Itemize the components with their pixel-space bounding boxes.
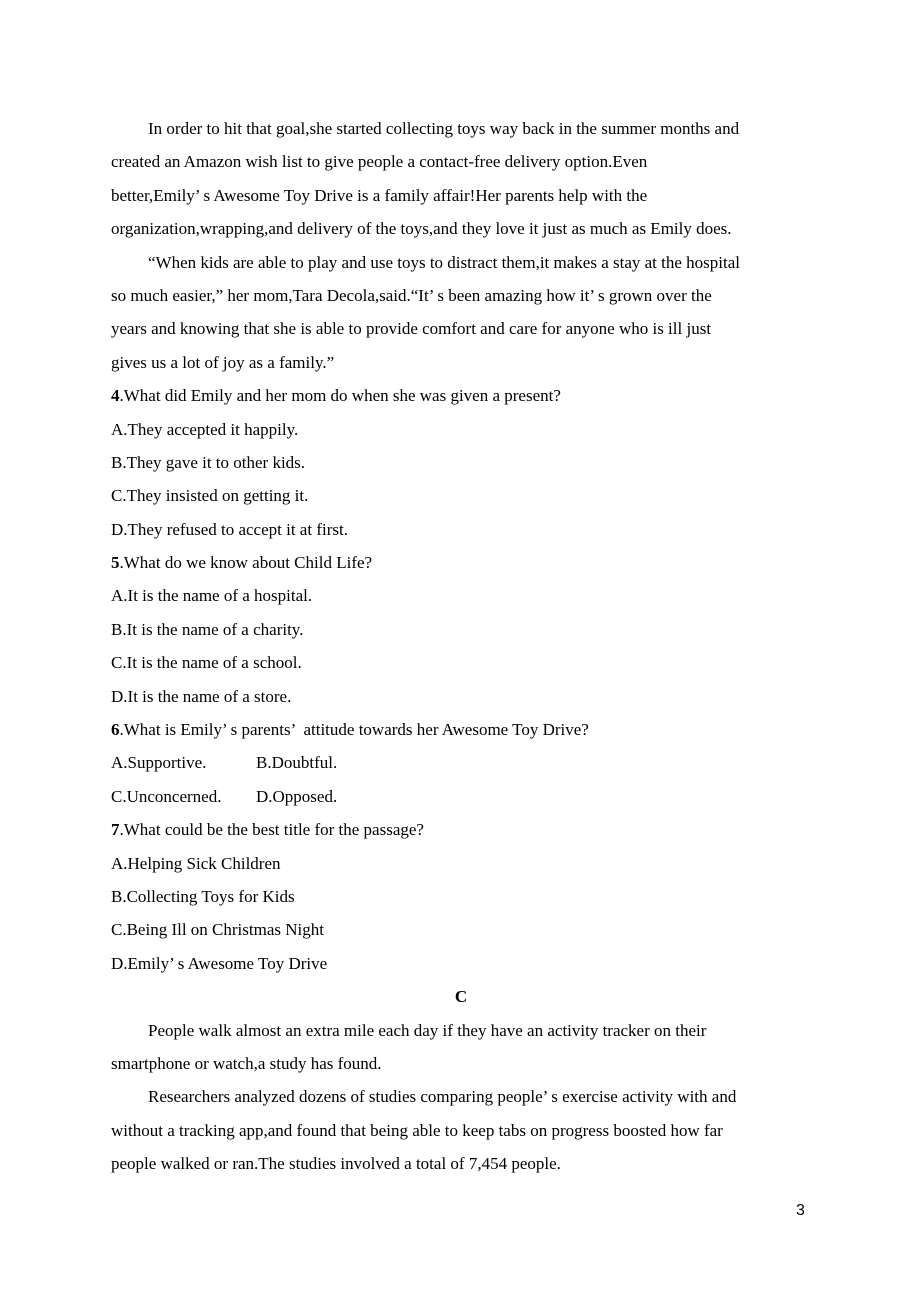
question-number: 7: [111, 820, 120, 840]
option-a: A.They accepted it happily.: [111, 419, 299, 439]
question-text: .What is Emily’ s parents’ attitude towards her Awesome Toy Drive?: [119, 720, 589, 740]
paragraph-line: without a tracking app,and found that being able to keep tabs on progress boosted how far: [111, 1120, 723, 1140]
option-d: D.Opposed.: [256, 786, 338, 806]
option-a: A.Helping Sick Children: [111, 853, 281, 873]
option-d: D.It is the name of a store.: [111, 686, 292, 706]
paragraph-line: years and knowing that she is able to provide comfort and care for anyone who is ill just: [111, 319, 712, 339]
paragraph-line: Researchers analyzed dozens of studies comparing people’ s exercise activity with and: [148, 1087, 737, 1107]
option-c: C.It is the name of a school.: [111, 653, 302, 673]
option-b: B.They gave it to other kids.: [111, 452, 306, 472]
paragraph-line: created an Amazon wish list to give people a contact-free delivery option.Even: [111, 152, 648, 172]
paragraph-line: so much easier,” her mom,Tara Decola,said.“It’ s been amazing how it’ s grown over the: [111, 285, 712, 305]
option-b: B.Collecting Toys for Kids: [111, 886, 295, 906]
paragraph-line: gives us a lot of joy as a family.”: [111, 352, 335, 372]
question-number: 6: [111, 720, 120, 740]
option-d: D.Emily’ s Awesome Toy Drive: [111, 953, 328, 973]
question-number: 5: [111, 553, 120, 573]
paragraph-line: “When kids are able to play and use toys to distract them,it makes a stay at the hospital: [148, 252, 741, 272]
question-number: 4: [111, 386, 120, 406]
option-c: C.Being Ill on Christmas Night: [111, 920, 324, 940]
paragraph-line: People walk almost an extra mile each day if they have an activity tracker on their: [148, 1020, 707, 1040]
option-b: B.Doubtful.: [256, 753, 338, 773]
option-a: A.Supportive.: [111, 753, 207, 773]
question-text: .What could be the best title for the passage?: [119, 820, 424, 840]
section-heading: C: [454, 987, 468, 1007]
question-4: [111, 379, 811, 412]
paragraph-line: organization,wrapping,and delivery of the toys,and they love it just as much as Emily does.: [111, 219, 732, 239]
question-5: [111, 546, 811, 579]
paragraph-line: better,Emily’ s Awesome Toy Drive is a family affair!Her parents help with the: [111, 185, 648, 205]
question-text: .What did Emily and her mom do when she was given a present?: [119, 386, 561, 406]
option-b: B.It is the name of a charity.: [111, 619, 304, 639]
question-text: .What do we know about Child Life?: [119, 553, 373, 573]
question-6: [111, 713, 811, 746]
option-row: [111, 746, 811, 779]
page-number: 3: [796, 1202, 805, 1219]
option-a: A.It is the name of a hospital.: [111, 586, 313, 606]
document-page: [111, 112, 811, 1181]
paragraph-line: people walked or ran.The studies involved a total of 7,454 people.: [111, 1154, 561, 1174]
option-d: D.They refused to accept it at first.: [111, 519, 348, 539]
question-7: [111, 813, 811, 846]
option-row: [111, 780, 811, 813]
paragraph-line: smartphone or watch,a study has found.: [111, 1053, 382, 1073]
paragraph-line: In order to hit that goal,she started collecting toys way back in the summer months and: [148, 119, 740, 138]
option-c: C.They insisted on getting it.: [111, 486, 309, 506]
option-c: C.Unconcerned.: [111, 786, 222, 806]
